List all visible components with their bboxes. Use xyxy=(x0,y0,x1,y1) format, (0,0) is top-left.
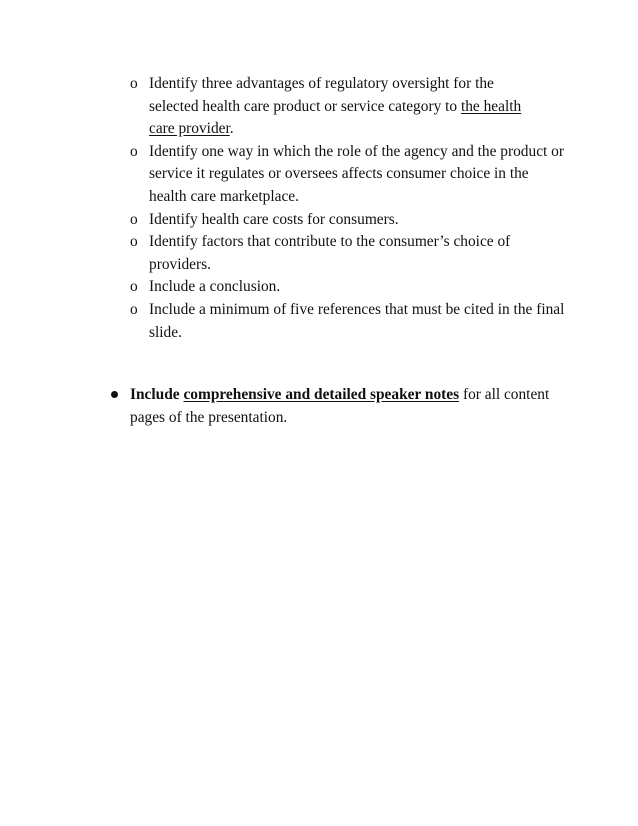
list-item-text: Identify one way in which the role of the agency and the product or service it regulates or oversees affects consumer choice in the health care marketplace. xyxy=(149,142,564,205)
hollow-bullet-marker: o xyxy=(130,210,138,228)
list-item-text: . xyxy=(229,120,234,138)
list-item-text: Identify health care costs for consumers. xyxy=(149,210,399,228)
plain-text: for all content pages of the presentation. xyxy=(130,386,550,426)
list-item xyxy=(130,299,570,344)
hollow-bullet-marker: o xyxy=(130,300,138,318)
list-item xyxy=(130,231,570,276)
list-item xyxy=(130,141,570,209)
list-item-text: selected health care product or service category to xyxy=(149,97,461,115)
list-item xyxy=(130,276,570,299)
list-item-text: Identify factors that contribute to the consumer’s choice of providers. xyxy=(149,233,511,273)
hollow-bullet-marker: o xyxy=(130,278,138,296)
underlined-phrase: the health xyxy=(460,97,522,115)
list-item-text: Identify three advantages of regulatory oversight for the xyxy=(149,75,494,92)
hollow-bullet-marker: o xyxy=(130,142,138,160)
hollow-bullet-marker: o xyxy=(130,233,138,251)
bold-underlined-phrase: comprehensive and detailed speaker notes xyxy=(183,386,460,403)
solid-bullet-icon xyxy=(111,391,118,398)
bold-text: Include xyxy=(130,386,184,403)
hollow-bullet-marker: o xyxy=(130,75,138,92)
sub-bullet-list xyxy=(130,73,570,344)
list-item xyxy=(130,209,570,232)
list-item-text: Include a minimum of five references that must be cited in the final slide. xyxy=(149,300,565,341)
list-item xyxy=(130,73,570,141)
main-bullet-text xyxy=(130,384,571,429)
list-item-text: Include a conclusion. xyxy=(149,278,281,296)
underlined-phrase: care provider xyxy=(149,120,230,138)
main-bullet-item xyxy=(111,384,571,429)
